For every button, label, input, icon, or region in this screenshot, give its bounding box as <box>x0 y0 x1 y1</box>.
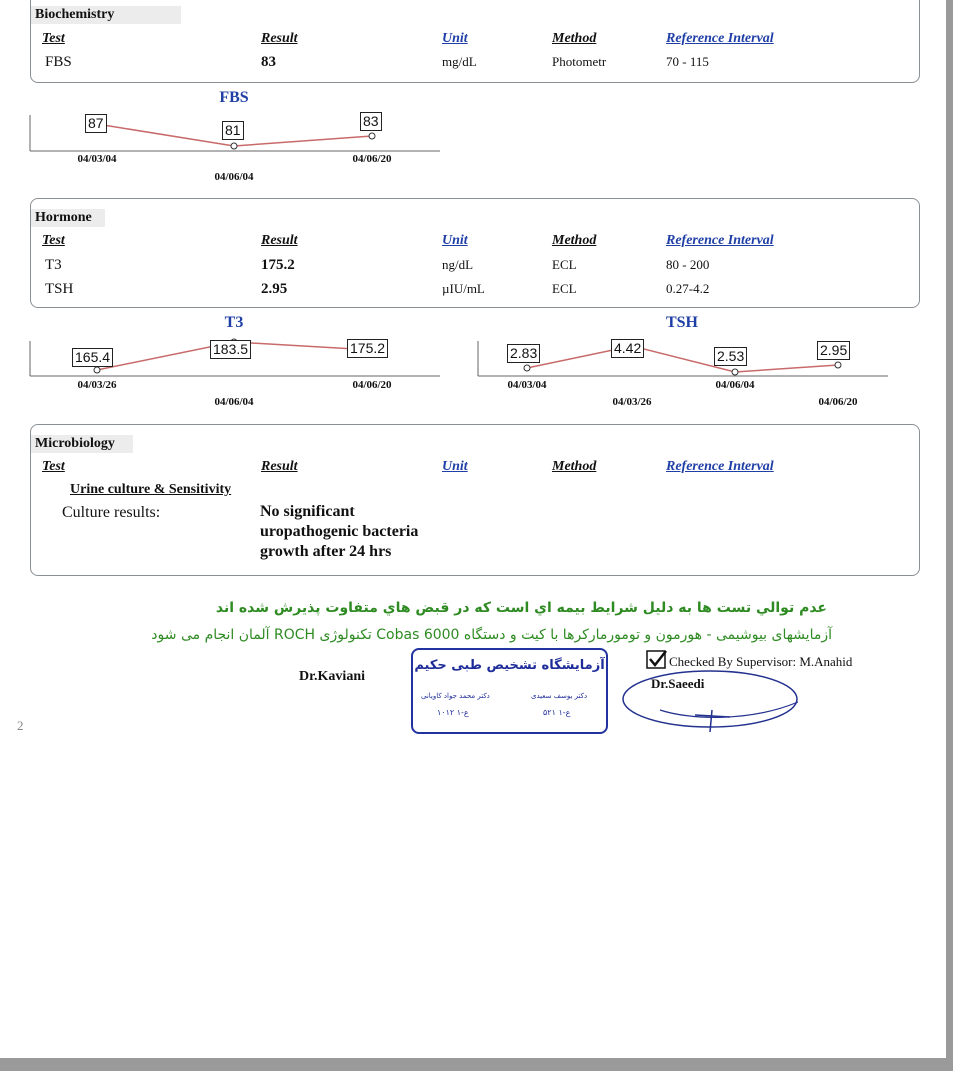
stamp-right-name: دکتر یوسف سعیدی <box>531 692 588 700</box>
tsh-date-4: 04/06/20 <box>818 396 858 408</box>
t3-result: 175.2 <box>261 257 295 273</box>
tsh-test: TSH <box>45 281 74 297</box>
culture-result-line-3: growth after 24 hrs <box>260 543 392 560</box>
hormone-title: Hormone <box>31 209 105 227</box>
fbs-result: 83 <box>261 54 276 70</box>
col-test: Test <box>42 31 65 46</box>
tsh-point-1 <box>524 365 530 371</box>
t3-test: T3 <box>45 257 62 273</box>
tsh-chart-title: TSH <box>665 314 698 331</box>
stamp-left-name: دکتر محمد جواد کاویانی <box>421 692 490 700</box>
t3-reference: 80 - 200 <box>666 257 710 272</box>
t3-unit: ng/dL <box>442 257 474 272</box>
col-result: Result <box>261 233 298 248</box>
microbiology-section <box>30 424 920 576</box>
tsh-date-1: 04/03/04 <box>507 379 547 391</box>
col-reference: Reference Interval <box>666 31 774 46</box>
tsh-point-4 <box>835 362 841 368</box>
method-note: آزمایشهای بیوشیمی - هورمون و تومورمارکرها با کیت و دستگاه Cobas 6000 تکنولوژی ROCH آلمان انجام می شود <box>151 627 832 643</box>
fbs-value-3: 83 <box>360 112 382 131</box>
t3-point-1 <box>94 367 100 373</box>
tsh-value-2: 4.42 <box>611 339 644 358</box>
lab-stamp <box>411 648 608 734</box>
tsh-point-3 <box>732 369 738 375</box>
fbs-reference: 70 - 115 <box>666 54 709 69</box>
hormone-charts <box>0 0 953 420</box>
t3-method: ECL <box>552 257 577 272</box>
stamp-right-code: ع-۱ ۵۲۱ <box>543 708 571 717</box>
fbs-value-2: 81 <box>222 121 244 140</box>
col-method: Method <box>552 233 597 248</box>
t3-value-3: 175.2 <box>347 339 388 358</box>
stamp-left-code: ع-۱ ۱۰۱۲ <box>437 708 469 717</box>
col-reference: Reference Interval <box>666 233 774 248</box>
doctor-saeedi: Dr.Saeedi <box>651 676 705 691</box>
tsh-unit: µIU/mL <box>442 281 485 296</box>
t3-value-1: 165.4 <box>72 348 113 367</box>
page-number: 2 <box>17 718 24 733</box>
col-test: Test <box>42 233 65 248</box>
col-result: Result <box>261 31 298 46</box>
tsh-date-3: 04/06/04 <box>715 379 755 391</box>
col-test: Test <box>42 459 65 474</box>
fbs-value-1: 87 <box>85 114 107 133</box>
fbs-chart-title: FBS <box>219 89 249 106</box>
t3-date-3: 04/06/20 <box>352 379 392 391</box>
tsh-method: ECL <box>552 281 577 296</box>
microbiology-title: Microbiology <box>31 435 133 453</box>
t3-date-1: 04/03/26 <box>77 379 117 391</box>
col-result: Result <box>261 459 298 474</box>
tsh-result: 2.95 <box>261 281 288 297</box>
insurance-note: عدم توالي تست ها به دليل شرايط بيمه اي است كه در قبض هاي متفاوت پذيرش شده اند <box>215 600 827 616</box>
tsh-value-4: 2.95 <box>817 341 850 360</box>
col-unit: Unit <box>442 31 468 46</box>
tsh-date-2: 04/03/26 <box>612 396 652 408</box>
tsh-reference: 0.27-4.2 <box>666 281 710 296</box>
fbs-date-3: 04/06/20 <box>352 153 392 165</box>
saeedi-signature-scribble <box>620 660 810 740</box>
col-method: Method <box>552 459 597 474</box>
doctor-kaviani: Dr.Kaviani <box>299 669 365 684</box>
t3-chart-title: T3 <box>224 314 244 331</box>
fbs-method: Photometr <box>552 54 607 69</box>
tsh-value-1: 2.83 <box>507 344 540 363</box>
fbs-date-2: 04/06/04 <box>214 171 254 183</box>
col-reference: Reference Interval <box>666 459 774 474</box>
fbs-date-1: 04/03/04 <box>77 153 117 165</box>
viewer-bottom-edge <box>0 1058 953 1071</box>
col-unit: Unit <box>442 459 468 474</box>
culture-results-label: Culture results: <box>62 504 161 521</box>
fbs-test: FBS <box>45 54 72 70</box>
biochemistry-title: Biochemistry <box>31 6 181 24</box>
tsh-trend-line <box>527 346 838 372</box>
stamp-title: آزمایشگاه تشخیص طبی حکیم <box>414 658 605 673</box>
t3-value-2: 183.5 <box>210 340 251 359</box>
culture-result-line-2: uropathogenic bacteria <box>260 523 419 540</box>
tsh-value-3: 2.53 <box>714 347 747 366</box>
culture-result-line-1: No significant <box>260 503 355 520</box>
checked-by-supervisor: Checked By Supervisor: M.Anahid <box>669 654 853 669</box>
urine-culture-heading: Urine culture & Sensitivity <box>70 482 232 497</box>
col-method: Method <box>552 31 597 46</box>
fbs-unit: mg/dL <box>442 54 477 69</box>
col-unit: Unit <box>442 233 468 248</box>
t3-date-2: 04/06/04 <box>214 396 254 408</box>
